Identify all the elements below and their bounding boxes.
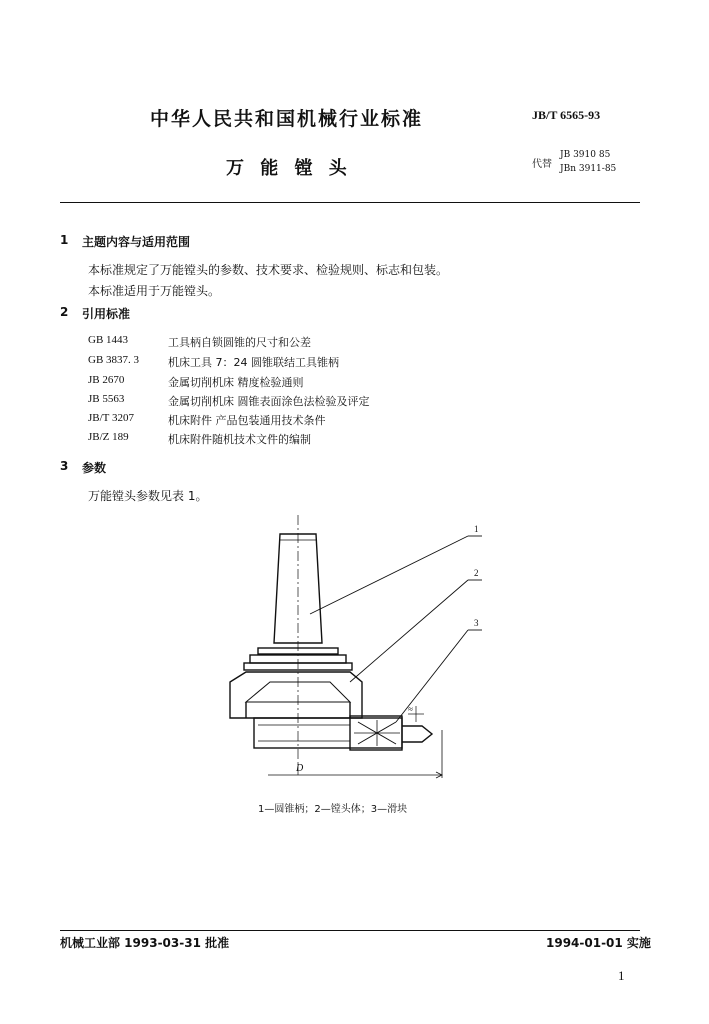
reference-code: JB 5563 bbox=[88, 393, 125, 405]
leader-line-3 bbox=[396, 630, 468, 722]
reference-code: GB 3837. 3 bbox=[88, 354, 140, 366]
reference-title: 机床附件随机技术文件的编制 bbox=[168, 433, 311, 446]
document-subtitle: 万 能 镗 头 bbox=[226, 158, 347, 179]
paragraph: 万能镗头参数见表 1。 bbox=[88, 489, 208, 503]
dimension-label-small: ≈ bbox=[408, 704, 413, 714]
standard-title: 中华人民共和国机械行业标准 bbox=[150, 108, 424, 130]
reference-title: 机床工具 7：24 圆锥联结工具锥柄 bbox=[168, 356, 339, 369]
section-heading: 参数 bbox=[82, 461, 107, 475]
paragraph: 本标准适用于万能镗头。 bbox=[88, 284, 221, 298]
approval-note: 机械工业部 1993-03-31 批准 bbox=[60, 936, 230, 950]
leader-line-2 bbox=[350, 580, 468, 682]
reference-code: GB 1443 bbox=[88, 334, 129, 346]
reference-title: 工具柄自锁圆锥的尺寸和公差 bbox=[168, 336, 311, 349]
replaces-item: JB 3910 85 bbox=[560, 150, 611, 160]
reference-title: 机床附件 产品包装通用技术条件 bbox=[168, 414, 326, 427]
reference-title: 金属切削机床 圆锥表面涂色法检验及评定 bbox=[168, 395, 370, 408]
replaces-label: 代替 bbox=[532, 159, 552, 170]
callout-2: 2 bbox=[474, 568, 479, 578]
paragraph: 本标准规定了万能镗头的参数、技术要求、检验规则、标志和包装。 bbox=[88, 263, 449, 277]
section-number: 2 bbox=[60, 305, 69, 319]
cutting-tool bbox=[402, 726, 432, 742]
section-heading: 主题内容与适用范围 bbox=[82, 235, 191, 249]
standard-code: JB/T 6565-93 bbox=[532, 108, 601, 122]
page-number: 1 bbox=[618, 968, 625, 983]
effective-date: 1994-01-01 实施 bbox=[546, 936, 651, 950]
section-number: 1 bbox=[60, 233, 69, 247]
figure-caption: 1—圆锥柄；2—镗头体；3—滑块 bbox=[258, 804, 408, 815]
footer-divider bbox=[60, 930, 640, 931]
boring-head-body bbox=[230, 672, 362, 718]
section-number: 3 bbox=[60, 459, 69, 473]
section-heading: 引用标准 bbox=[82, 307, 131, 321]
dimension-label-D: D bbox=[296, 763, 304, 774]
header-divider bbox=[60, 202, 640, 203]
reference-code: JB/T 3207 bbox=[88, 412, 134, 424]
boring-head-drawing bbox=[210, 510, 479, 795]
reference-title: 金属切削机床 精度检验通则 bbox=[168, 376, 304, 389]
reference-code: JB/Z 189 bbox=[88, 431, 129, 443]
leader-line-1 bbox=[310, 536, 468, 614]
replaces-list bbox=[560, 148, 616, 176]
reference-code: JB 2670 bbox=[88, 374, 125, 386]
callout-1: 1 bbox=[474, 524, 479, 534]
replaces-item: JBn 3911-85 bbox=[560, 164, 617, 174]
callout-3: 3 bbox=[474, 618, 479, 628]
